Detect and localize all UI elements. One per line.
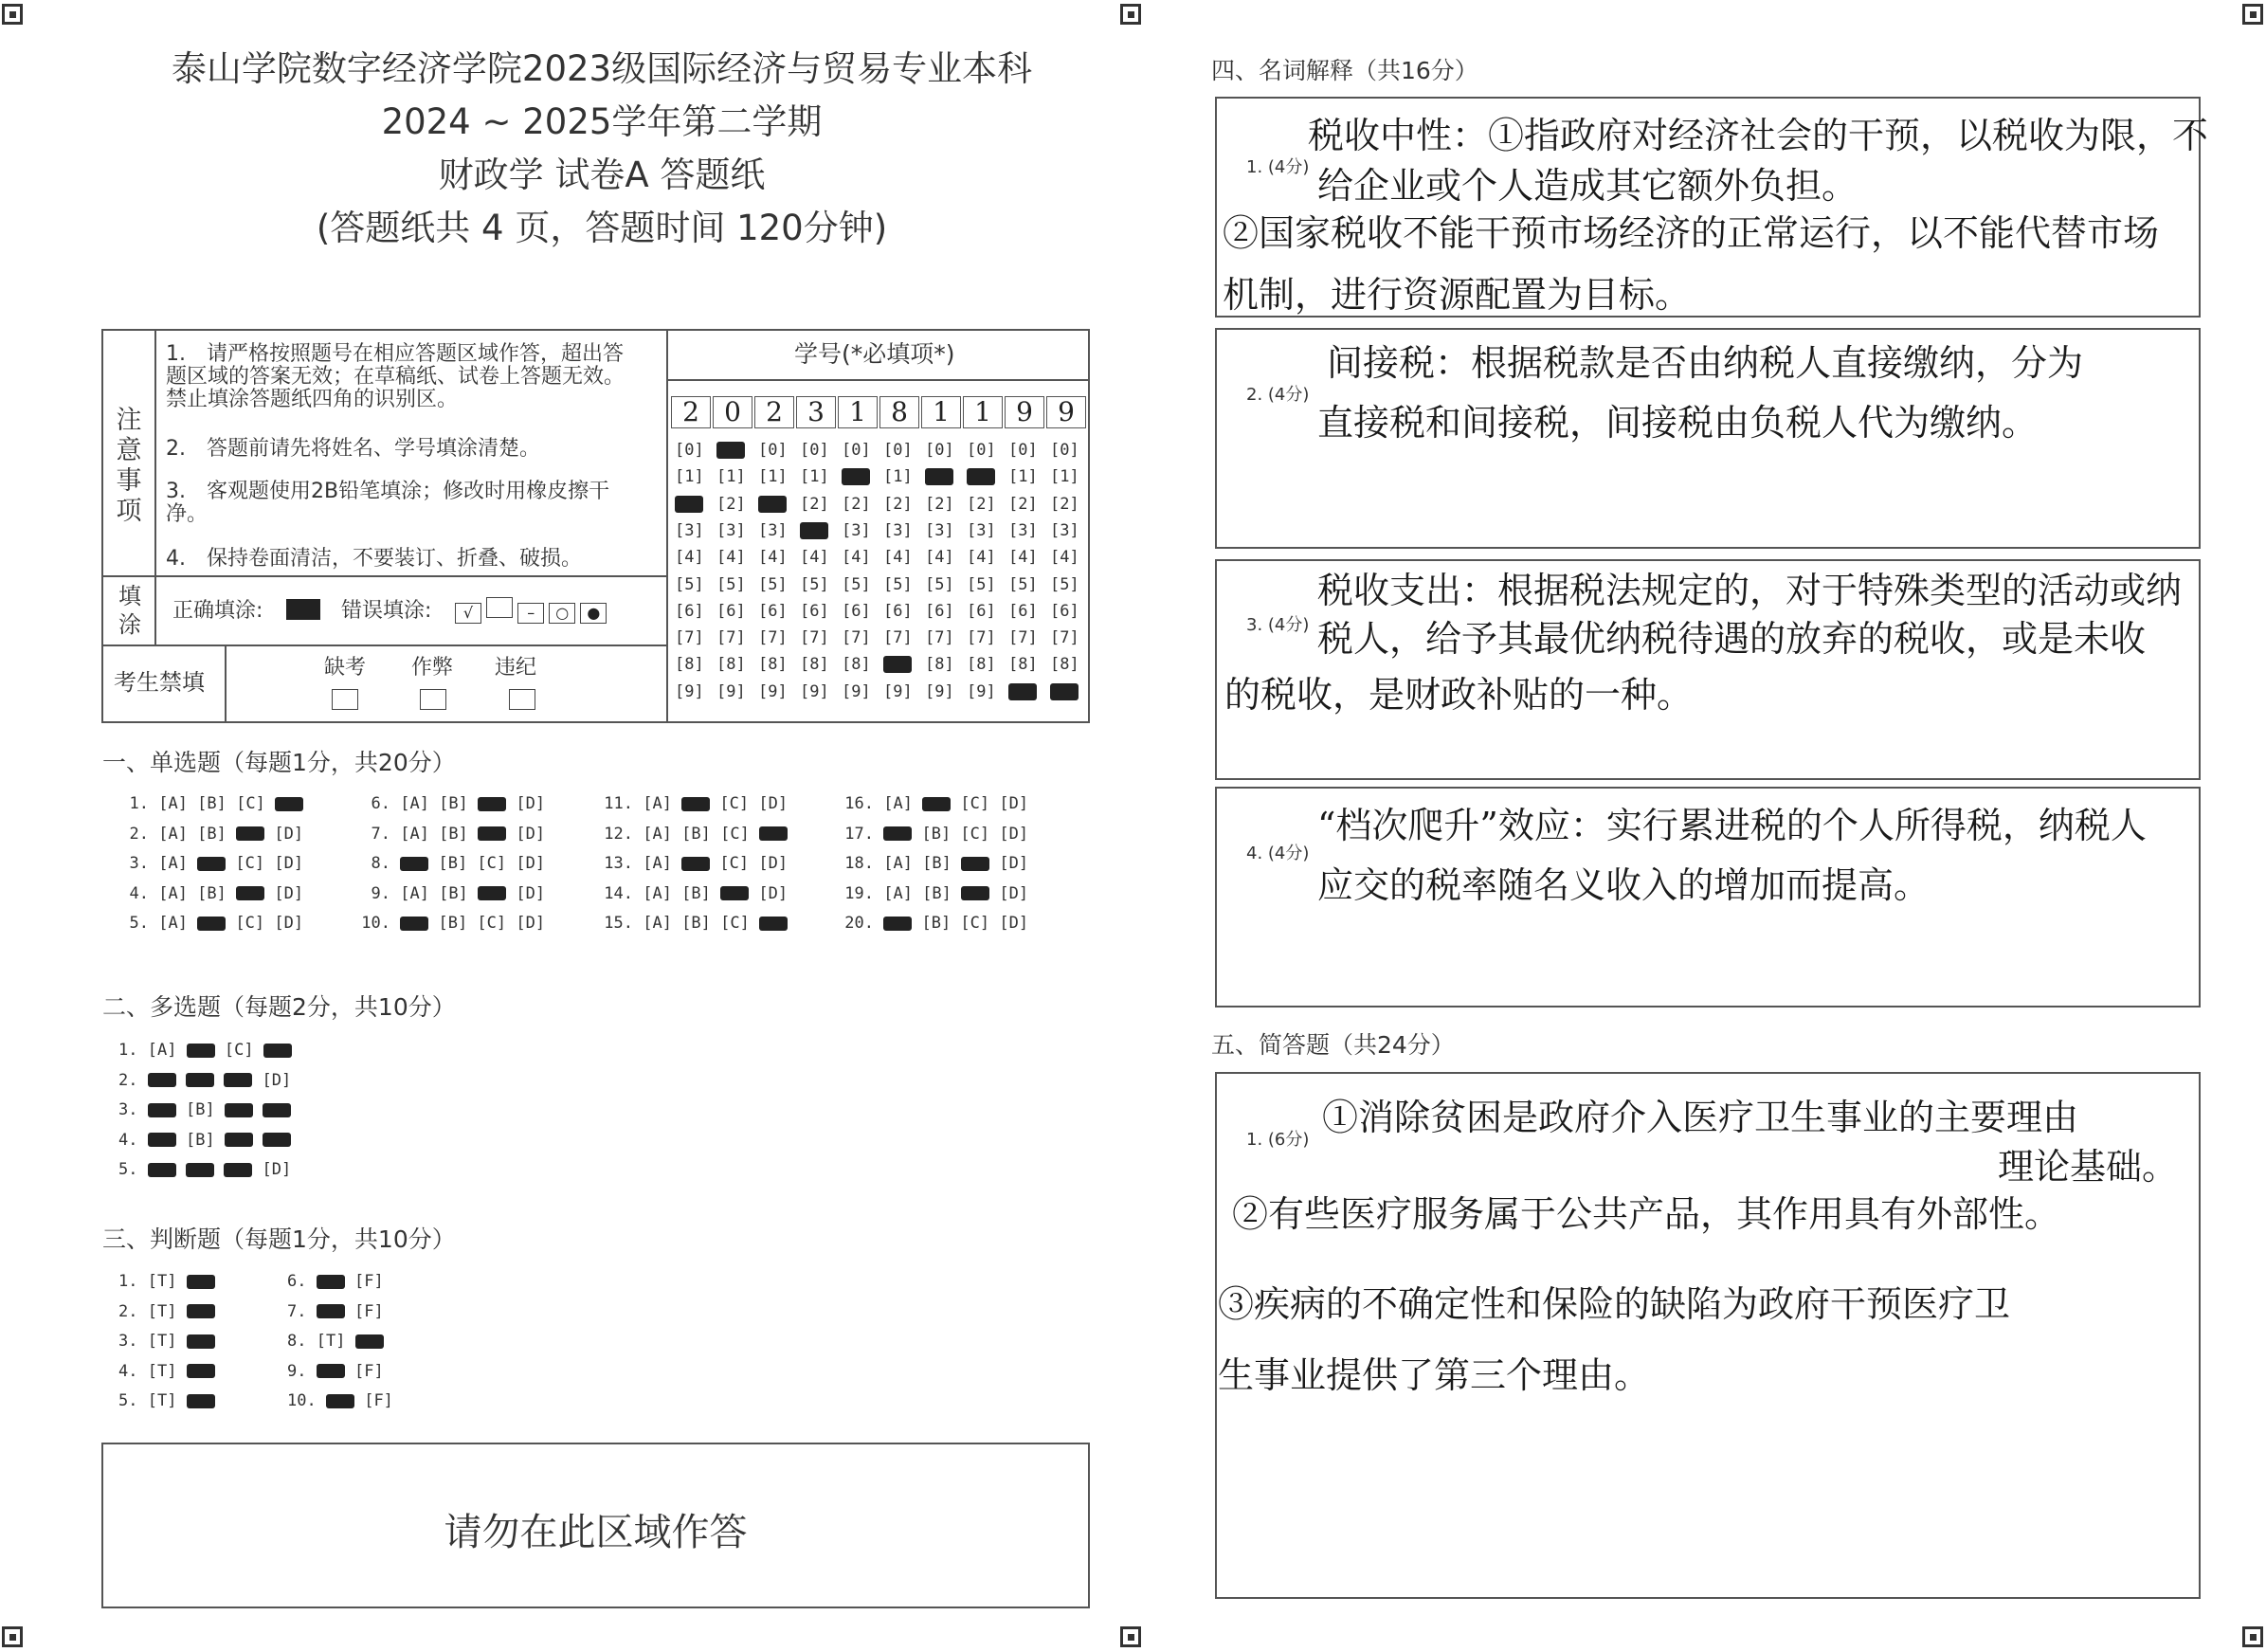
question-number: 19. — [844, 883, 874, 903]
id-bubble[interactable]: [8] — [675, 655, 704, 675]
single-choice-question[interactable]: 6. [A] [B] [D] — [360, 794, 545, 813]
term-1-label: 1. (4分) — [1246, 157, 1310, 177]
id-bubble[interactable]: [9] — [758, 681, 788, 701]
term-1-line-2: 给企业或个人造成其它额外负担。 — [1317, 165, 1858, 207]
single-choice-question[interactable]: 1. [A] [B] [C] — [118, 794, 303, 813]
question-number: 6. — [371, 794, 390, 813]
id-bubble[interactable]: [8] — [1008, 655, 1038, 675]
question-number: 1. — [118, 1272, 138, 1291]
term-4-line-1: “档次爬升”效应：实行累进税的个人所得税，纳税人 — [1317, 805, 2147, 846]
correct-fill-example — [286, 599, 320, 620]
question-number: 17. — [844, 824, 874, 844]
id-bubble[interactable]: [7] — [967, 628, 996, 648]
student-id-digit-3: 2 — [754, 396, 794, 428]
short-answer-line-3: ②有些医疗服务属于公共产品，其作用具有外部性。 — [1232, 1193, 2061, 1235]
id-bubble[interactable]: [5] — [925, 574, 954, 594]
question-number: 2. — [118, 1301, 138, 1321]
id-bubble[interactable]: [9] — [675, 681, 704, 701]
id-bubble[interactable]: [6] — [883, 601, 913, 621]
notice-item-2: 2. 答题前请先将姓名、学号填涂清楚。 — [166, 437, 540, 461]
id-bubble[interactable]: [9] — [842, 681, 871, 701]
id-bubble[interactable]: [0] — [1050, 441, 1079, 460]
id-bubble[interactable]: [4] — [1008, 548, 1038, 568]
id-bubble[interactable] — [967, 467, 995, 486]
question-number: 5. — [118, 1391, 138, 1410]
question-number: 1. — [118, 1041, 138, 1060]
term-4-line-2: 应交的税率随名义收入的增加而提高。 — [1317, 864, 1931, 906]
id-bubble[interactable]: [7] — [716, 628, 746, 648]
no-answer-zone-text: 请勿在此区域作答 — [444, 1511, 748, 1554]
single-choice-question[interactable]: 2. [A] [B] [D] — [118, 825, 303, 844]
notice-item-3: 3. 客观题使用2B铅笔填涂；修改时用橡皮擦干净。 — [166, 480, 610, 526]
short-answer-1-label: 1. (6分) — [1246, 1130, 1310, 1150]
id-bubble[interactable]: [6] — [967, 601, 996, 621]
id-bubble[interactable]: [1] — [1050, 467, 1079, 487]
id-bubble[interactable]: [0] — [967, 441, 996, 460]
id-bubble[interactable]: [2] — [925, 494, 954, 514]
short-answer-line-5: 生事业提供了第三个理由。 — [1218, 1354, 1651, 1396]
term-4-label: 4. (4分) — [1246, 844, 1310, 863]
short-answer-line-1: ①消除贫困是政府介入医疗卫生事业的主要理由 — [1322, 1097, 2079, 1138]
id-bubble[interactable]: [3] — [883, 520, 913, 540]
id-bubble[interactable]: [2] — [1050, 494, 1079, 514]
fill-label: 填涂 — [118, 583, 141, 638]
id-bubble[interactable]: [3] — [1050, 520, 1079, 540]
id-bubble[interactable]: [0] — [675, 441, 704, 460]
single-choice-question[interactable]: 10. [B] [C] [D] — [361, 914, 546, 933]
id-bubble[interactable]: [8] — [967, 655, 996, 675]
question-number: 7. — [371, 824, 390, 844]
id-bubble[interactable]: [8] — [925, 655, 954, 675]
question-number: 16. — [844, 794, 874, 813]
id-bubble[interactable] — [800, 521, 828, 540]
notice-item-1: 1. 请严格按照题号在相应答题区域作答，超出答题区域的答案无效；在草稿纸、试卷上答题无效。禁止填涂答题纸四角的识别区。 — [166, 342, 625, 411]
id-bubble[interactable]: [8] — [758, 655, 788, 675]
id-bubble[interactable]: [5] — [716, 574, 746, 594]
id-bubble[interactable]: [7] — [925, 628, 954, 648]
violation-label: 违纪 — [495, 656, 537, 680]
id-bubble[interactable]: [3] — [716, 520, 746, 540]
question-number: 13. — [604, 854, 633, 873]
wrong-fill-examples: √ – ○ ● — [455, 597, 607, 624]
id-bubble[interactable]: [7] — [1050, 628, 1079, 648]
question-number: 3. — [118, 1332, 138, 1351]
question-number: 18. — [844, 854, 874, 873]
id-bubble[interactable]: [0] — [800, 441, 829, 460]
student-id-label: 学号(*必填项*) — [794, 340, 955, 368]
corner-mark-top-middle — [1120, 4, 1141, 25]
id-bubble[interactable] — [1050, 682, 1079, 701]
id-bubble[interactable]: [2] — [800, 494, 829, 514]
single-choice-question[interactable]: 18. [A] [B] [D] — [844, 854, 1029, 873]
id-bubble[interactable]: [3] — [1008, 520, 1038, 540]
question-number: 9. — [371, 883, 390, 903]
multi-choice-question[interactable]: 5. [D] — [118, 1160, 292, 1179]
id-bubble[interactable]: [9] — [925, 681, 954, 701]
true-false-question[interactable]: 7. [F] — [287, 1301, 384, 1321]
id-bubble[interactable]: [6] — [842, 601, 871, 621]
question-number: 4. — [118, 1361, 138, 1381]
violation-checkbox[interactable] — [509, 689, 535, 710]
id-bubble[interactable]: [3] — [967, 520, 996, 540]
id-bubble[interactable]: [6] — [1008, 601, 1038, 621]
question-number: 12. — [604, 824, 633, 844]
id-bubble[interactable]: [8] — [800, 655, 829, 675]
student-id-digit-10: 9 — [1046, 396, 1086, 428]
id-bubble[interactable]: [2] — [842, 494, 871, 514]
section-short-answer-title: 五、简答题（共24分） — [1211, 1031, 1455, 1059]
id-bubble[interactable]: [6] — [758, 601, 788, 621]
term-3-label: 3. (4分) — [1246, 615, 1310, 635]
corner-mark-top-right — [2242, 4, 2263, 25]
single-choice-question[interactable]: 19. [A] [B] [D] — [844, 883, 1029, 903]
id-bubble[interactable]: [1] — [675, 467, 704, 487]
id-bubble[interactable]: [4] — [758, 548, 788, 568]
true-false-question[interactable]: 3. [T] — [118, 1332, 215, 1351]
id-bubble[interactable]: [4] — [842, 548, 871, 568]
id-bubble[interactable]: [7] — [800, 628, 829, 648]
id-bubble[interactable]: [9] — [716, 681, 746, 701]
question-number: 8. — [287, 1332, 307, 1351]
single-choice-question[interactable]: 14. [A] [B] [D] — [604, 883, 789, 903]
true-false-question[interactable]: 4. [T] — [118, 1362, 215, 1381]
single-choice-question[interactable]: 4. [A] [B] [D] — [118, 884, 303, 903]
multi-choice-question[interactable]: 1. [A] [C] — [118, 1041, 292, 1060]
id-bubble[interactable]: [1] — [883, 467, 913, 487]
id-bubble[interactable]: [0] — [883, 441, 913, 460]
question-number: 6. — [287, 1272, 307, 1291]
wrong-fill-label: 错误填涂: — [341, 599, 432, 623]
id-bubble[interactable]: [5] — [1050, 574, 1079, 594]
cheat-checkbox[interactable] — [420, 689, 446, 710]
id-bubble[interactable]: [7] — [883, 628, 913, 648]
absent-checkbox[interactable] — [332, 689, 358, 710]
single-choice-question[interactable]: 20. [B] [C] [D] — [844, 914, 1029, 933]
id-bubble[interactable]: [2] — [716, 494, 746, 514]
short-answer-line-4: ③疾病的不确定性和保险的缺陷为政府干预医疗卫 — [1218, 1283, 2011, 1325]
term-2-label: 2. (4分) — [1246, 385, 1310, 405]
question-number: 15. — [604, 914, 633, 933]
id-bubble[interactable]: [1] — [1008, 467, 1038, 487]
examinee-only-label: 考生禁填 — [114, 669, 205, 696]
question-number: 4. — [118, 1130, 138, 1150]
id-bubble[interactable]: [1] — [758, 467, 788, 487]
id-bubble[interactable]: [5] — [842, 574, 871, 594]
id-bubble[interactable]: [7] — [758, 628, 788, 648]
corner-mark-bottom-middle — [1120, 1626, 1141, 1647]
question-number: 9. — [287, 1361, 307, 1381]
true-false-question[interactable]: 9. [F] — [287, 1361, 384, 1381]
student-id-digit-5: 1 — [838, 396, 878, 428]
absent-label: 缺考 — [324, 656, 367, 680]
id-bubble[interactable]: [3] — [842, 520, 871, 540]
term-1-line-3: ②国家税收不能干预市场经济的正常运行，以不能代替市场 — [1223, 212, 2160, 254]
student-id-digit-6: 8 — [879, 396, 919, 428]
student-id-digit-4: 3 — [796, 396, 836, 428]
corner-mark-bottom-right — [2242, 1626, 2263, 1647]
term-2-line-2: 直接税和间接税，间接税由负税人代为缴纳。 — [1317, 402, 2039, 444]
id-bubble[interactable]: [5] — [675, 574, 704, 594]
id-bubble[interactable]: [4] — [967, 548, 996, 568]
section-true-false-title: 三、判断题（每题1分，共10分） — [102, 1225, 456, 1253]
id-bubble[interactable]: [0] — [925, 441, 954, 460]
section-multi-choice-title: 二、多选题（每题2分，共10分） — [102, 993, 456, 1021]
title-line-4: (答题纸共 4 页，答题时间 120分钟) — [316, 208, 888, 248]
id-bubble[interactable] — [925, 467, 953, 486]
id-bubble[interactable]: [0] — [758, 441, 788, 460]
id-bubble[interactable]: [3] — [675, 520, 704, 540]
id-bubble[interactable]: [2] — [1008, 494, 1038, 514]
question-number: 2. — [129, 824, 149, 844]
question-number: 11. — [604, 794, 633, 813]
student-id-digit-7: 1 — [921, 396, 961, 428]
id-bubble[interactable]: [5] — [758, 574, 788, 594]
single-choice-question[interactable]: 3. [A] [C] [D] — [118, 854, 303, 873]
single-choice-question[interactable]: 17. [B] [C] [D] — [844, 824, 1029, 844]
id-bubble[interactable]: [4] — [716, 548, 746, 568]
id-bubble[interactable]: [9] — [967, 681, 996, 701]
id-bubble[interactable]: [0] — [1008, 441, 1038, 460]
question-number: 14. — [604, 883, 633, 903]
cheat-label: 作弊 — [411, 656, 454, 680]
title-line-1: 泰山学院数字经济学院2023级国际经济与贸易专业本科 — [171, 48, 1033, 89]
id-bubble[interactable]: [1] — [716, 467, 746, 487]
single-choice-question[interactable]: 7. [A] [B] [D] — [360, 825, 545, 844]
single-choice-question[interactable]: 11. [A] [C] [D] — [604, 794, 789, 813]
id-bubble[interactable]: [3] — [758, 520, 788, 540]
multi-choice-question[interactable]: 4. [B] — [118, 1131, 291, 1150]
id-bubble[interactable] — [1008, 682, 1037, 701]
question-number: 5. — [118, 1160, 138, 1179]
id-bubble[interactable]: [0] — [842, 441, 871, 460]
single-choice-question[interactable]: 16. [A] [C] [D] — [844, 794, 1029, 813]
true-false-question[interactable]: 8. [T] — [287, 1332, 384, 1351]
question-number: 10. — [287, 1391, 317, 1410]
true-false-question[interactable]: 2. [T] — [118, 1302, 215, 1321]
id-bubble[interactable]: [6] — [800, 601, 829, 621]
single-choice-question[interactable]: 13. [A] [C] [D] — [604, 854, 789, 873]
id-bubble[interactable]: [8] — [716, 655, 746, 675]
id-bubble[interactable]: [4] — [800, 548, 829, 568]
id-bubble[interactable] — [758, 495, 787, 514]
multi-choice-question[interactable]: 2. [D] — [118, 1070, 292, 1090]
id-bubble[interactable]: [8] — [1050, 655, 1079, 675]
section-terms-title: 四、名词解释（共16分） — [1211, 57, 1478, 84]
question-number: 20. — [844, 914, 874, 933]
student-id-digit-9: 9 — [1005, 396, 1044, 428]
short-answer-line-2: 理论基础。 — [1998, 1146, 2179, 1188]
corner-mark-top-left — [2, 4, 23, 25]
question-number: 5. — [129, 914, 149, 933]
id-bubble[interactable]: [1] — [800, 467, 829, 487]
correct-fill-label: 正确填涂: — [172, 599, 263, 623]
id-bubble[interactable]: [9] — [800, 681, 829, 701]
id-bubble[interactable]: [2] — [967, 494, 996, 514]
student-id-digit-2: 0 — [713, 396, 752, 428]
id-bubble[interactable] — [842, 467, 870, 486]
true-false-question[interactable]: 1. [T] — [118, 1272, 215, 1291]
id-bubble[interactable]: [4] — [1050, 548, 1079, 568]
single-choice-question[interactable]: 5. [A] [C] [D] — [118, 914, 303, 933]
student-id-digit-8: 1 — [963, 396, 1003, 428]
id-bubble[interactable]: [4] — [883, 548, 913, 568]
id-bubble[interactable]: [7] — [1008, 628, 1038, 648]
true-false-question[interactable]: 5. [T] — [118, 1391, 215, 1410]
term-2-line-1: 间接税：根据税款是否由纳税人直接缴纳，分为 — [1327, 342, 2084, 384]
question-number: 10. — [361, 914, 390, 933]
id-bubble[interactable]: [2] — [883, 494, 913, 514]
question-number: 7. — [287, 1301, 307, 1321]
id-bubble[interactable] — [883, 655, 912, 674]
id-bubble[interactable]: [5] — [800, 574, 829, 594]
id-bubble[interactable] — [675, 495, 703, 514]
id-bubble[interactable]: [5] — [1008, 574, 1038, 594]
student-id-digit-1: 2 — [671, 396, 711, 428]
id-bubble[interactable]: [8] — [842, 655, 871, 675]
single-choice-question[interactable]: 15. [A] [B] [C] — [603, 914, 788, 933]
single-choice-question[interactable]: 8. [B] [C] [D] — [360, 854, 545, 873]
id-bubble[interactable]: [6] — [675, 601, 704, 621]
id-bubble[interactable]: [5] — [883, 574, 913, 594]
id-bubble[interactable]: [5] — [967, 574, 996, 594]
id-bubble[interactable]: [7] — [842, 628, 871, 648]
question-number: 4. — [129, 883, 149, 903]
id-bubble[interactable] — [716, 441, 745, 460]
question-number: 3. — [129, 854, 149, 873]
title-line-2: 2024 ~ 2025学年第二学期 — [381, 101, 823, 142]
notice-label: 注意事项 — [116, 406, 142, 526]
id-bubble[interactable]: [6] — [925, 601, 954, 621]
question-number: 1. — [129, 794, 149, 813]
id-bubble[interactable]: [6] — [716, 601, 746, 621]
true-false-question[interactable]: 10. [F] — [287, 1391, 393, 1410]
section-single-choice-title: 一、单选题（每题1分，共20分） — [102, 749, 456, 776]
id-bubble[interactable]: [4] — [925, 548, 954, 568]
term-1-line-4: 机制，进行资源配置为目标。 — [1223, 274, 1692, 316]
id-bubble[interactable]: [3] — [925, 520, 954, 540]
term-1-line-1: 税收中性：①指政府对经济社会的干预，以税收为限，不 — [1308, 115, 2209, 156]
question-number: 3. — [118, 1100, 138, 1119]
term-3-line-1: 税收支出：根据税法规定的，对于特殊类型的活动或纳 — [1317, 570, 2183, 611]
notice-item-4: 4. 保持卷面清洁，不要装订、折叠、破损。 — [166, 547, 582, 571]
title-line-3: 财政学 试卷A 答题纸 — [438, 154, 766, 195]
id-bubble[interactable]: [7] — [675, 628, 704, 648]
question-number: 8. — [371, 854, 390, 873]
id-bubble[interactable]: [4] — [675, 548, 704, 568]
single-choice-question[interactable]: 12. [A] [B] [C] — [603, 825, 788, 844]
term-3-line-2: 税人，给予其最优纳税待遇的放弃的税收，或是未收 — [1317, 618, 2147, 660]
question-number: 2. — [118, 1070, 138, 1090]
id-bubble[interactable]: [6] — [1050, 601, 1079, 621]
multi-choice-question[interactable]: 3. [B] — [118, 1100, 291, 1119]
true-false-question[interactable]: 6. [F] — [287, 1272, 384, 1291]
id-bubble[interactable]: [9] — [883, 681, 913, 701]
single-choice-question[interactable]: 9. [A] [B] [D] — [360, 884, 545, 903]
term-3-line-3: 的税收，是财政补贴的一种。 — [1224, 674, 1694, 716]
corner-mark-bottom-left — [2, 1626, 23, 1647]
